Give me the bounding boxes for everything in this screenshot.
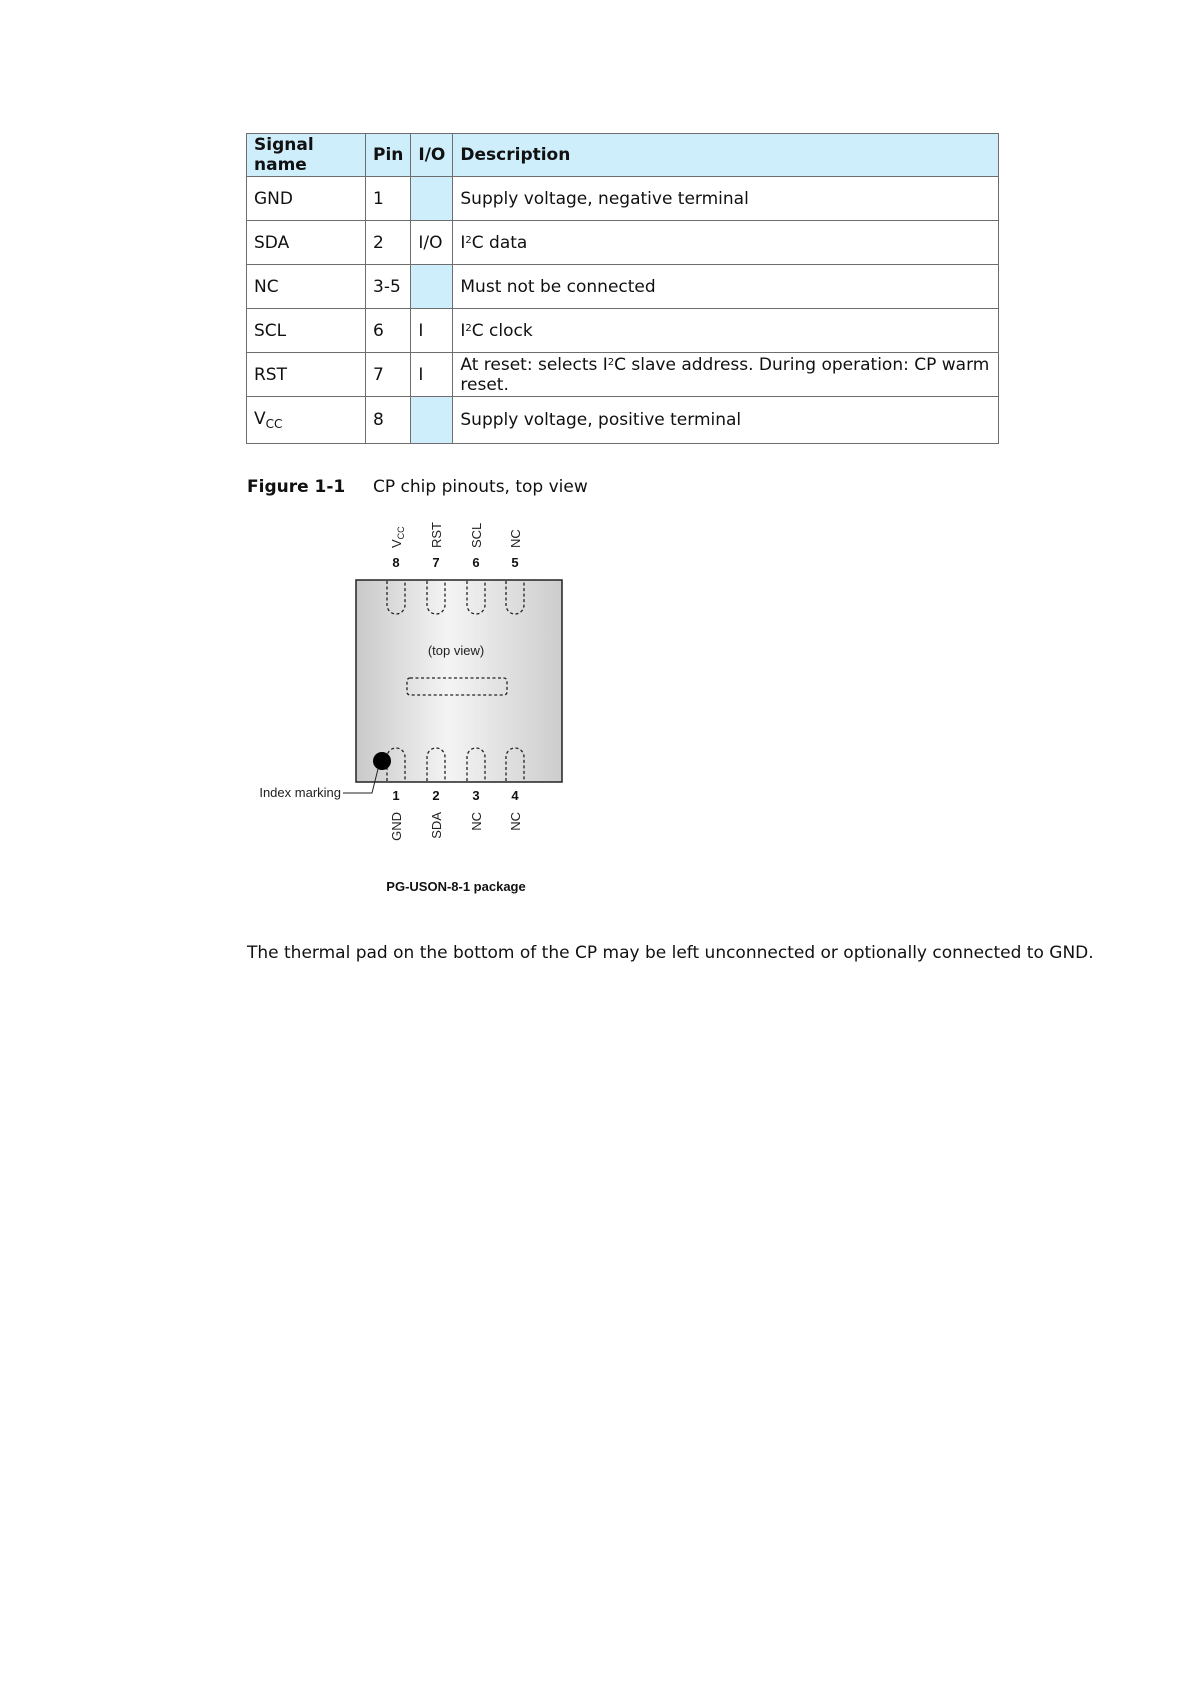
- figure-title: CP chip pinouts, top view: [373, 477, 588, 497]
- cell-io: [411, 265, 453, 309]
- pin-label-rst: RST: [429, 522, 444, 548]
- table-row: [247, 397, 999, 444]
- package-label: PG-USON-8-1 package: [386, 879, 526, 894]
- pin-number-3: 3: [472, 788, 480, 803]
- bottom-pin-labels: [389, 812, 523, 841]
- pin-label-nc-3: NC: [469, 812, 484, 831]
- table-row: [247, 177, 999, 221]
- pin-label-nc-4: NC: [508, 812, 523, 831]
- table-row: [247, 265, 999, 309]
- pin-label-gnd: GND: [389, 812, 404, 841]
- header-pin: Pin: [366, 134, 411, 177]
- pin-number-8: 8: [392, 555, 400, 570]
- figure-caption: [247, 477, 588, 497]
- cell-signal: $V_{CC}$: [247, 397, 366, 444]
- top-view-label: (top view): [427, 643, 485, 658]
- header-io: I/O: [411, 134, 453, 177]
- cell-io: I: [411, 353, 453, 397]
- cell-pin: 6: [366, 309, 411, 353]
- cell-io: [411, 397, 453, 444]
- cell-io: I/O: [411, 221, 453, 265]
- pin-label-nc-5: NC: [508, 529, 523, 548]
- chip-pinout-diagram: [240, 515, 580, 905]
- chip-body: [356, 580, 562, 782]
- pin-label-scl: SCL: [469, 522, 484, 548]
- table-row: [247, 221, 999, 265]
- pin-number-7: 7: [432, 555, 440, 570]
- cell-signal: SCL: [247, 309, 366, 353]
- top-pin-labels: [389, 522, 523, 548]
- cell-pin: 1: [366, 177, 411, 221]
- pin-number-2: 2: [432, 788, 440, 803]
- table-header-row: [247, 134, 999, 177]
- cell-desc: $I^2C$ data: [453, 221, 999, 265]
- top-pin-numbers: [392, 555, 518, 570]
- pin-table: [246, 133, 999, 444]
- header-signal: Signal name: [247, 134, 366, 177]
- header-desc: Description: [453, 134, 999, 177]
- pin-label-sda: SDA: [429, 812, 444, 839]
- pin-label-vcc: $V_{CC}$: [389, 526, 406, 548]
- cell-pin: 3-5: [366, 265, 411, 309]
- body-paragraph: The thermal pad on the bottom of the CP may be left unconnected or optionally connected to GND.: [247, 943, 1094, 963]
- cell-desc: Supply voltage, negative terminal: [453, 177, 999, 221]
- cell-signal: SDA: [247, 221, 366, 265]
- cell-pin: 2: [366, 221, 411, 265]
- pin-number-6: 6: [472, 555, 480, 570]
- pin-number-5: 5: [511, 555, 519, 570]
- cell-signal: NC: [247, 265, 366, 309]
- cell-desc: $I^2C$ clock: [453, 309, 999, 353]
- figure-number: Figure 1-1: [247, 477, 346, 497]
- cell-desc: At reset: selects $I^2C$ slave address. During operation: CP warm reset.: [453, 353, 999, 397]
- index-marking-label: Index marking: [259, 785, 341, 800]
- table-row: [247, 353, 999, 397]
- pin-number-1: 1: [392, 788, 400, 803]
- cell-io: I: [411, 309, 453, 353]
- index-marking-dot: [373, 752, 391, 770]
- cell-io: [411, 177, 453, 221]
- cell-pin: 7: [366, 353, 411, 397]
- cell-desc: Must not be connected: [453, 265, 999, 309]
- table-row: [247, 309, 999, 353]
- cell-pin: 8: [366, 397, 411, 444]
- cell-signal: RST: [247, 353, 366, 397]
- cell-signal: GND: [247, 177, 366, 221]
- bottom-pin-numbers: [392, 788, 519, 803]
- pin-number-4: 4: [511, 788, 519, 803]
- cell-desc: Supply voltage, positive terminal: [453, 397, 999, 444]
